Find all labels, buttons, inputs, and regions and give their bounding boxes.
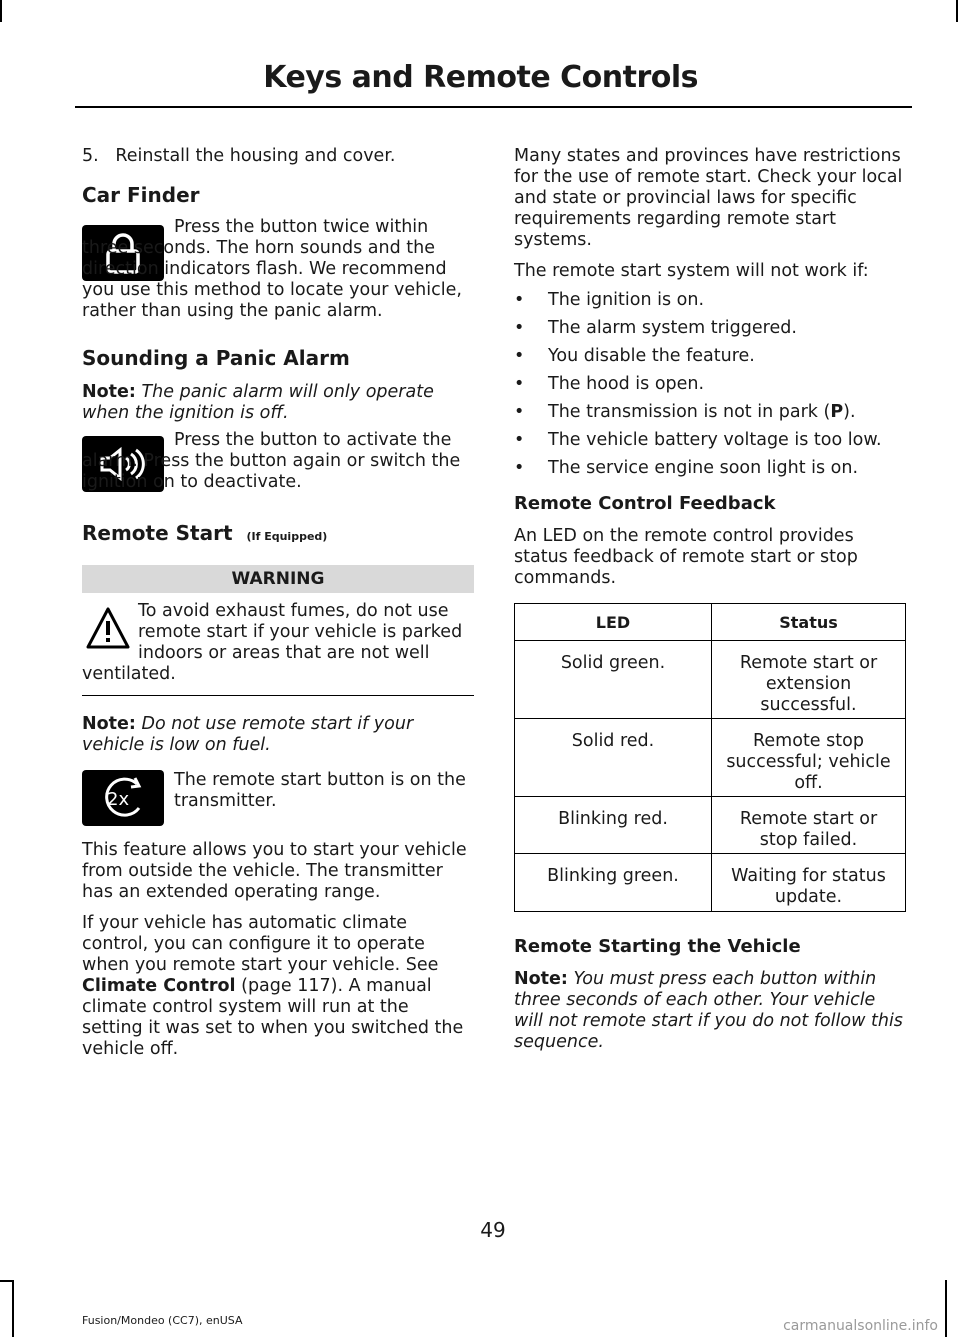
- list-item: • The vehicle battery voltage is too low.: [514, 430, 906, 451]
- feedback-heading: Remote Control Feedback: [514, 493, 776, 514]
- panic-text: Press the button to activate the alarm. Press the button again or switch the ignition on to deactivate.: [82, 430, 461, 492]
- table-cell: Solid green.: [515, 641, 712, 719]
- table-cell: Remote start or extension successful.: [712, 641, 906, 719]
- table-row: [515, 854, 906, 912]
- list-item: • The service engine soon light is on.: [514, 458, 906, 479]
- note-text: You must press each button within three seconds of each other. Your vehicle will not remote start if you do not follow this sequence.: [514, 969, 903, 1052]
- table-cell: Solid red.: [515, 719, 712, 797]
- list-item: • The hood is open.: [514, 374, 906, 395]
- table-header: Status: [712, 604, 906, 641]
- remote-start-2x-icon: [82, 770, 164, 826]
- warning-block: [82, 601, 474, 685]
- table-cell: Remote stop successful; vehicle off.: [712, 719, 906, 797]
- table-header: LED: [515, 604, 712, 641]
- feedback-text: An LED on the remote control provides status feedback of remote start or stop commands.: [514, 526, 858, 588]
- warning-header: WARNING: [82, 565, 474, 593]
- if-equipped: (If Equipped): [246, 530, 328, 543]
- remote-start-p1: This feature allows you to start your vehicle from outside the vehicle. The transmitter has an extended operating range.: [82, 840, 467, 902]
- icon-label: 2x: [107, 789, 130, 810]
- step-5: 5. Reinstall the housing and cover.: [82, 146, 396, 166]
- climate-control-link[interactable]: Climate Control: [82, 976, 236, 996]
- note-label: Note:: [514, 969, 568, 989]
- table-row: [515, 641, 906, 719]
- fuel-note: [82, 714, 474, 756]
- panic-alarm-heading: Sounding a Panic Alarm: [82, 346, 350, 370]
- table-row: [515, 719, 906, 797]
- remote-starting-heading: Remote Starting the Vehicle: [514, 936, 801, 957]
- remote-start-p2: [82, 913, 474, 1060]
- list-item-text: The transmission is not in park (: [548, 402, 831, 422]
- right-column: [514, 146, 906, 1053]
- table-header-row: [515, 604, 906, 641]
- restrictions-text: Many states and provinces have restrictions for the use of remote start. Check your local and state or provincial laws for specific requirements regarding remote start systems.: [514, 146, 903, 250]
- p2-text: If your vehicle has automatic climate control, you can configure it to operate when you remote start your vehicle. See: [82, 913, 439, 975]
- note-text: The panic alarm will only operate when the ignition is off.: [82, 382, 434, 423]
- page-title: Keys and Remote Controls: [263, 60, 698, 95]
- remote-start-title: Remote Start: [82, 521, 233, 545]
- table-cell: Remote start or stop failed.: [712, 797, 906, 854]
- list-item: • The ignition is on.: [514, 290, 906, 311]
- note-label: Note:: [82, 714, 136, 734]
- conditions-list: [514, 290, 906, 479]
- watermark: carmanualsonline.info: [783, 1318, 938, 1334]
- header-rule: [75, 106, 912, 108]
- warning-rule: [82, 695, 474, 696]
- table-row: [515, 797, 906, 854]
- p2-text-end: (page 117). A manual climate control system will run at the setting it was set to when you switched the vehicle off.: [82, 976, 464, 1059]
- remote-start-button-text: The remote start button is on the transmitter.: [174, 770, 466, 811]
- remote-start-button-block: [82, 770, 474, 826]
- list-item-text-end: ).: [843, 402, 856, 422]
- crop-mark: [945, 1280, 947, 1337]
- list-item: • The alarm system triggered.: [514, 318, 906, 339]
- car-finder-heading: Car Finder: [82, 183, 200, 207]
- crop-mark: [0, 0, 2, 22]
- starting-note: [514, 969, 906, 1053]
- feedback-table: [514, 603, 906, 912]
- car-finder-text: Press the button twice within three seconds. The horn sounds and the direction indicators flash. We recommend you use this method to locate your vehicle, rather than using the panic alarm.: [82, 217, 462, 321]
- crop-mark: [12, 1280, 14, 1337]
- list-item: [514, 402, 906, 423]
- note-text: Do not use remote start if your vehicle is low on fuel.: [82, 714, 414, 755]
- remote-start-heading: [82, 521, 474, 545]
- not-work-intro: The remote start system will not work if:: [514, 261, 869, 281]
- table-cell: Waiting for status update.: [712, 854, 906, 912]
- warning-text: To avoid exhaust fumes, do not use remote start if your vehicle is parked indoors or areas that are not well ventilated.: [82, 601, 463, 684]
- table-cell: Blinking green.: [515, 854, 712, 912]
- footer-doc-id: Fusion/Mondeo (CC7), enUSA: [82, 1314, 243, 1327]
- left-column: [82, 146, 474, 1060]
- note-label: Note:: [82, 382, 136, 402]
- panic-note: [82, 382, 474, 424]
- page-number: 49: [480, 1218, 506, 1242]
- crop-mark: [956, 0, 958, 22]
- park-symbol: P: [830, 402, 844, 422]
- warning-icon: [84, 605, 134, 653]
- table-cell: Blinking red.: [515, 797, 712, 854]
- list-item: • You disable the feature.: [514, 346, 906, 367]
